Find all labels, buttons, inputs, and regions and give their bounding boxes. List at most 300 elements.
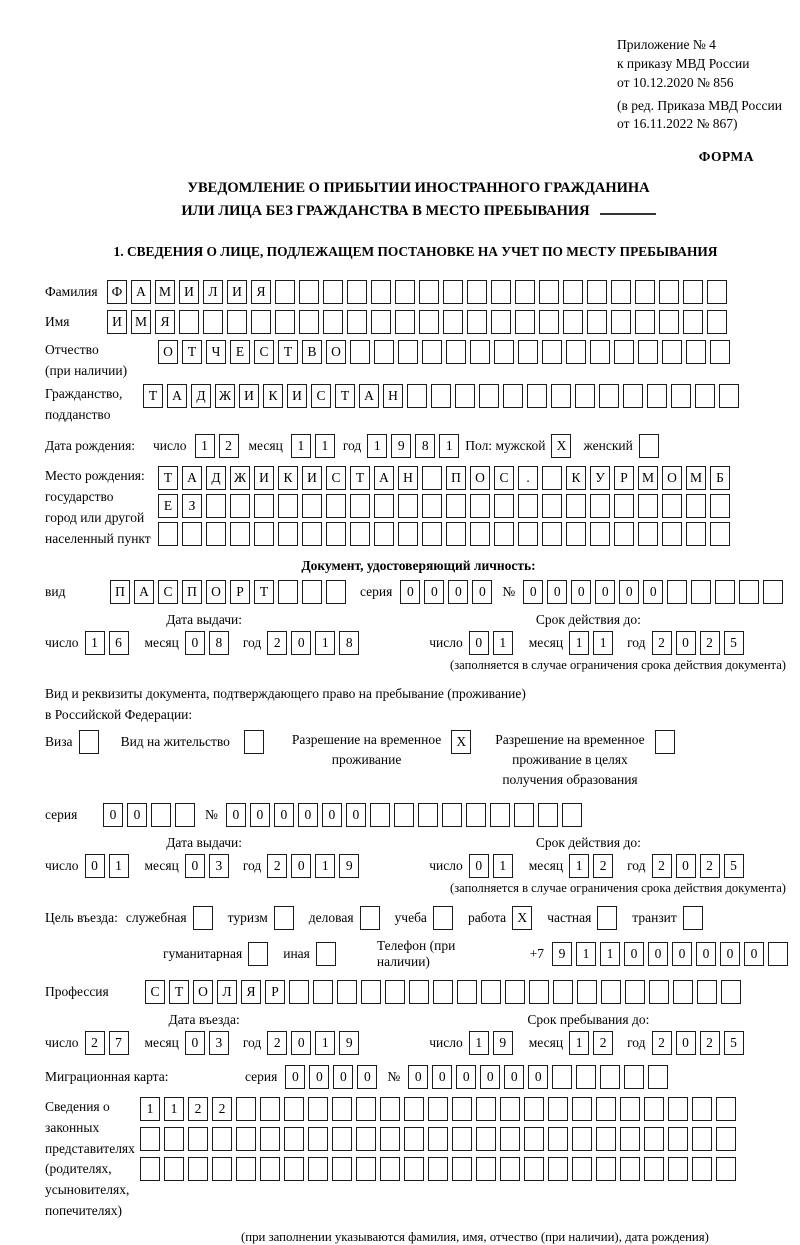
char-box[interactable]	[494, 522, 514, 546]
char-box[interactable]	[347, 310, 367, 334]
char-box[interactable]	[409, 980, 429, 1004]
char-box[interactable]: 2	[267, 854, 287, 878]
char-box[interactable]	[692, 1097, 712, 1121]
char-box[interactable]: 0	[547, 580, 567, 604]
char-box[interactable]: Т	[254, 580, 274, 604]
char-box[interactable]: 0	[291, 854, 311, 878]
checkbox-туризм[interactable]	[274, 906, 294, 930]
char-box[interactable]	[768, 942, 788, 966]
char-box[interactable]: 5	[724, 854, 744, 878]
char-box[interactable]	[638, 522, 658, 546]
char-box[interactable]: И	[179, 280, 199, 304]
char-box[interactable]	[278, 494, 298, 518]
char-box[interactable]	[655, 730, 675, 754]
char-box[interactable]	[457, 980, 477, 1004]
char-box[interactable]	[380, 1127, 400, 1151]
char-box[interactable]	[505, 980, 525, 1004]
char-box[interactable]: 1	[164, 1097, 184, 1121]
char-box[interactable]	[548, 1097, 568, 1121]
char-box[interactable]	[404, 1157, 424, 1181]
char-box[interactable]: М	[686, 466, 706, 490]
char-box[interactable]: С	[254, 340, 274, 364]
char-box[interactable]	[566, 494, 586, 518]
char-box[interactable]: 0	[571, 580, 591, 604]
char-box[interactable]: 9	[493, 1031, 513, 1055]
char-box[interactable]: П	[182, 580, 202, 604]
char-box[interactable]	[254, 522, 274, 546]
char-box[interactable]	[284, 1157, 304, 1181]
char-box[interactable]: П	[446, 466, 466, 490]
char-box[interactable]	[140, 1157, 160, 1181]
char-box[interactable]	[611, 280, 631, 304]
char-box[interactable]	[470, 522, 490, 546]
char-box[interactable]: 0	[643, 580, 663, 604]
char-box[interactable]	[542, 466, 562, 490]
char-box[interactable]: 0	[250, 803, 270, 827]
char-box[interactable]	[236, 1127, 256, 1151]
char-box[interactable]: 0	[448, 580, 468, 604]
char-box[interactable]	[539, 310, 559, 334]
char-box[interactable]	[254, 494, 274, 518]
char-box[interactable]: 0	[619, 580, 639, 604]
char-box[interactable]	[284, 1127, 304, 1151]
char-box[interactable]: 0	[298, 803, 318, 827]
char-box[interactable]: 0	[291, 631, 311, 655]
char-box[interactable]	[553, 980, 573, 1004]
char-box[interactable]	[182, 522, 202, 546]
char-box[interactable]: 0	[408, 1065, 428, 1089]
char-box[interactable]: 2	[700, 631, 720, 655]
char-box[interactable]	[692, 1157, 712, 1181]
char-box[interactable]: Я	[251, 280, 271, 304]
char-box[interactable]	[443, 280, 463, 304]
char-box[interactable]: 1	[493, 854, 513, 878]
char-box[interactable]: А	[359, 384, 379, 408]
char-box[interactable]	[692, 1127, 712, 1151]
char-box[interactable]	[716, 1097, 736, 1121]
char-box[interactable]: М	[131, 310, 151, 334]
char-box[interactable]: Р	[265, 980, 285, 1004]
char-box[interactable]: 2	[652, 631, 672, 655]
char-box[interactable]	[490, 803, 510, 827]
char-box[interactable]: 0	[472, 580, 492, 604]
char-box[interactable]: З	[182, 494, 202, 518]
char-box[interactable]	[422, 340, 442, 364]
char-box[interactable]	[572, 1157, 592, 1181]
char-box[interactable]: 1	[569, 1031, 589, 1055]
char-box[interactable]: Я	[155, 310, 175, 334]
char-box[interactable]: 0	[346, 803, 366, 827]
char-box[interactable]	[716, 1127, 736, 1151]
char-box[interactable]: 2	[652, 1031, 672, 1055]
char-box[interactable]	[710, 494, 730, 518]
char-box[interactable]: 0	[309, 1065, 329, 1089]
char-box[interactable]: 5	[724, 1031, 744, 1055]
char-box[interactable]	[446, 494, 466, 518]
char-box[interactable]: А	[167, 384, 187, 408]
char-box[interactable]: 0	[185, 631, 205, 655]
char-box[interactable]	[481, 980, 501, 1004]
char-box[interactable]: 1	[367, 434, 387, 458]
char-box[interactable]: 0	[185, 854, 205, 878]
char-box[interactable]: 1	[109, 854, 129, 878]
char-box[interactable]	[422, 494, 442, 518]
char-box[interactable]	[230, 494, 250, 518]
char-box[interactable]	[518, 522, 538, 546]
char-box[interactable]	[206, 494, 226, 518]
char-box[interactable]	[332, 1157, 352, 1181]
char-box[interactable]: 1	[600, 942, 620, 966]
char-box[interactable]	[524, 1157, 544, 1181]
char-box[interactable]: О	[662, 466, 682, 490]
char-box[interactable]	[739, 580, 759, 604]
char-box[interactable]: X	[451, 730, 471, 754]
char-box[interactable]: Ч	[206, 340, 226, 364]
char-box[interactable]	[188, 1157, 208, 1181]
char-box[interactable]: Я	[241, 980, 261, 1004]
char-box[interactable]: Т	[350, 466, 370, 490]
char-box[interactable]: П	[110, 580, 130, 604]
char-box[interactable]: 0	[400, 580, 420, 604]
char-box[interactable]	[398, 340, 418, 364]
char-box[interactable]: 2	[212, 1097, 232, 1121]
char-box[interactable]	[476, 1157, 496, 1181]
char-box[interactable]	[763, 580, 783, 604]
char-box[interactable]	[158, 522, 178, 546]
char-box[interactable]	[600, 1065, 620, 1089]
checkbox-иная[interactable]	[316, 942, 336, 966]
char-box[interactable]	[539, 280, 559, 304]
char-box[interactable]: И	[227, 280, 247, 304]
char-box[interactable]	[431, 384, 451, 408]
char-box[interactable]	[476, 1127, 496, 1151]
char-box[interactable]: Т	[169, 980, 189, 1004]
char-box[interactable]: 0	[333, 1065, 353, 1089]
char-box[interactable]	[659, 310, 679, 334]
char-box[interactable]	[370, 803, 390, 827]
char-box[interactable]	[442, 803, 462, 827]
char-box[interactable]: 3	[209, 854, 229, 878]
char-box[interactable]: В	[302, 340, 322, 364]
char-box[interactable]: 0	[469, 854, 489, 878]
char-box[interactable]	[380, 1097, 400, 1121]
char-box[interactable]: 0	[595, 580, 615, 604]
char-box[interactable]: О	[193, 980, 213, 1004]
char-box[interactable]: Т	[335, 384, 355, 408]
char-box[interactable]	[323, 310, 343, 334]
char-box[interactable]	[326, 494, 346, 518]
char-box[interactable]: И	[107, 310, 127, 334]
char-box[interactable]	[691, 580, 711, 604]
char-box[interactable]	[590, 494, 610, 518]
char-box[interactable]: Е	[158, 494, 178, 518]
char-box[interactable]	[443, 310, 463, 334]
char-box[interactable]: И	[239, 384, 259, 408]
char-box[interactable]	[572, 1127, 592, 1151]
char-box[interactable]	[503, 384, 523, 408]
char-box[interactable]	[140, 1127, 160, 1151]
char-box[interactable]	[302, 580, 322, 604]
char-box[interactable]: К	[263, 384, 283, 408]
char-box[interactable]	[419, 310, 439, 334]
char-box[interactable]	[710, 340, 730, 364]
char-box[interactable]	[313, 980, 333, 1004]
char-box[interactable]	[308, 1157, 328, 1181]
char-box[interactable]: 1	[315, 434, 335, 458]
char-box[interactable]	[527, 384, 547, 408]
char-box[interactable]: 0	[672, 942, 692, 966]
char-box[interactable]: 2	[700, 854, 720, 878]
char-box[interactable]	[212, 1157, 232, 1181]
checkbox-деловая[interactable]	[360, 906, 380, 930]
char-box[interactable]: О	[470, 466, 490, 490]
char-box[interactable]: 0	[528, 1065, 548, 1089]
char-box[interactable]	[590, 522, 610, 546]
char-box[interactable]: Д	[191, 384, 211, 408]
char-box[interactable]: М	[155, 280, 175, 304]
char-box[interactable]	[407, 384, 427, 408]
char-box[interactable]	[251, 310, 271, 334]
char-box[interactable]: К	[278, 466, 298, 490]
char-box[interactable]: Ж	[230, 466, 250, 490]
char-box[interactable]: 0	[103, 803, 123, 827]
char-box[interactable]	[635, 280, 655, 304]
char-box[interactable]	[275, 310, 295, 334]
char-box[interactable]	[175, 803, 195, 827]
char-box[interactable]: Ж	[215, 384, 235, 408]
char-box[interactable]	[278, 522, 298, 546]
char-box[interactable]: 0	[226, 803, 246, 827]
char-box[interactable]: 1	[593, 631, 613, 655]
char-box[interactable]: 1	[493, 631, 513, 655]
char-box[interactable]	[686, 340, 706, 364]
char-box[interactable]: 0	[676, 631, 696, 655]
char-box[interactable]: О	[206, 580, 226, 604]
char-box[interactable]	[599, 384, 619, 408]
char-box[interactable]	[529, 980, 549, 1004]
char-box[interactable]: 0	[322, 803, 342, 827]
char-box[interactable]	[350, 494, 370, 518]
char-box[interactable]: 8	[339, 631, 359, 655]
char-box[interactable]	[299, 310, 319, 334]
char-box[interactable]	[275, 280, 295, 304]
char-box[interactable]	[542, 494, 562, 518]
char-box[interactable]	[667, 580, 687, 604]
char-box[interactable]	[695, 384, 715, 408]
char-box[interactable]: 0	[744, 942, 764, 966]
char-box[interactable]	[515, 280, 535, 304]
char-box[interactable]	[452, 1097, 472, 1121]
char-box[interactable]	[422, 466, 442, 490]
char-box[interactable]	[614, 522, 634, 546]
char-box[interactable]	[289, 980, 309, 1004]
char-box[interactable]: Л	[217, 980, 237, 1004]
char-box[interactable]	[707, 280, 727, 304]
char-box[interactable]	[164, 1127, 184, 1151]
char-box[interactable]	[668, 1097, 688, 1121]
char-box[interactable]	[188, 1127, 208, 1151]
char-box[interactable]: 0	[504, 1065, 524, 1089]
char-box[interactable]	[715, 580, 735, 604]
char-box[interactable]: 1	[85, 631, 105, 655]
char-box[interactable]	[452, 1127, 472, 1151]
char-box[interactable]: Т	[278, 340, 298, 364]
char-box[interactable]	[164, 1157, 184, 1181]
char-box[interactable]: С	[326, 466, 346, 490]
char-box[interactable]: И	[302, 466, 322, 490]
char-box[interactable]: 0	[424, 580, 444, 604]
char-box[interactable]	[395, 280, 415, 304]
char-box[interactable]	[428, 1127, 448, 1151]
char-box[interactable]: 1	[315, 1031, 335, 1055]
char-box[interactable]	[467, 310, 487, 334]
char-box[interactable]: 0	[456, 1065, 476, 1089]
char-box[interactable]	[596, 1097, 616, 1121]
char-box[interactable]	[644, 1157, 664, 1181]
char-box[interactable]: 2	[219, 434, 239, 458]
char-box[interactable]	[625, 980, 645, 1004]
char-box[interactable]	[470, 494, 490, 518]
char-box[interactable]: 0	[720, 942, 740, 966]
char-box[interactable]	[452, 1157, 472, 1181]
char-box[interactable]	[710, 522, 730, 546]
char-box[interactable]: .	[518, 466, 538, 490]
checkbox-частная[interactable]	[597, 906, 617, 930]
char-box[interactable]	[302, 494, 322, 518]
char-box[interactable]	[649, 980, 669, 1004]
char-box[interactable]	[648, 1065, 668, 1089]
char-box[interactable]: 1	[140, 1097, 160, 1121]
char-box[interactable]	[230, 522, 250, 546]
char-box[interactable]: 2	[85, 1031, 105, 1055]
char-box[interactable]: 1	[439, 434, 459, 458]
char-box[interactable]: 0	[432, 1065, 452, 1089]
char-box[interactable]: 1	[195, 434, 215, 458]
char-box[interactable]	[428, 1157, 448, 1181]
char-box[interactable]	[326, 522, 346, 546]
char-box[interactable]	[467, 280, 487, 304]
char-box[interactable]	[524, 1097, 544, 1121]
char-box[interactable]	[686, 522, 706, 546]
char-box[interactable]	[500, 1127, 520, 1151]
char-box[interactable]	[548, 1157, 568, 1181]
char-box[interactable]: 9	[339, 854, 359, 878]
char-box[interactable]: И	[287, 384, 307, 408]
char-box[interactable]: Т	[143, 384, 163, 408]
char-box[interactable]: 1	[469, 1031, 489, 1055]
char-box[interactable]	[455, 384, 475, 408]
char-box[interactable]	[227, 310, 247, 334]
char-box[interactable]	[380, 1157, 400, 1181]
char-box[interactable]: С	[145, 980, 165, 1004]
char-box[interactable]: Е	[230, 340, 250, 364]
char-box[interactable]	[563, 280, 583, 304]
char-box[interactable]	[356, 1127, 376, 1151]
char-box[interactable]	[278, 580, 298, 604]
char-box[interactable]: 0	[469, 631, 489, 655]
char-box[interactable]	[494, 494, 514, 518]
char-box[interactable]	[635, 310, 655, 334]
char-box[interactable]: А	[374, 466, 394, 490]
char-box[interactable]	[671, 384, 691, 408]
checkbox-работа[interactable]: X	[512, 906, 532, 930]
char-box[interactable]	[542, 340, 562, 364]
char-box[interactable]: А	[134, 580, 154, 604]
char-box[interactable]	[260, 1127, 280, 1151]
char-box[interactable]: 1	[576, 942, 596, 966]
char-box[interactable]: Р	[230, 580, 250, 604]
char-box[interactable]	[514, 803, 534, 827]
char-box[interactable]: 1	[569, 631, 589, 655]
char-box[interactable]	[302, 522, 322, 546]
char-box[interactable]	[385, 980, 405, 1004]
char-box[interactable]: 1	[315, 631, 335, 655]
char-box[interactable]	[299, 280, 319, 304]
char-box[interactable]	[418, 803, 438, 827]
char-box[interactable]	[395, 310, 415, 334]
char-box[interactable]	[518, 494, 538, 518]
char-box[interactable]: 2	[188, 1097, 208, 1121]
char-box[interactable]	[623, 384, 643, 408]
char-box[interactable]: 2	[700, 1031, 720, 1055]
char-box[interactable]	[644, 1127, 664, 1151]
char-box[interactable]	[620, 1127, 640, 1151]
char-box[interactable]	[419, 280, 439, 304]
checkbox-учеба[interactable]	[433, 906, 453, 930]
char-box[interactable]	[515, 310, 535, 334]
char-box[interactable]	[601, 980, 621, 1004]
char-box[interactable]: Н	[383, 384, 403, 408]
char-box[interactable]	[374, 494, 394, 518]
char-box[interactable]	[686, 494, 706, 518]
char-box[interactable]	[668, 1127, 688, 1151]
char-box[interactable]: 0	[274, 803, 294, 827]
char-box[interactable]	[500, 1097, 520, 1121]
char-box[interactable]	[350, 340, 370, 364]
char-box[interactable]	[576, 1065, 596, 1089]
char-box[interactable]: О	[158, 340, 178, 364]
char-box[interactable]	[697, 980, 717, 1004]
char-box[interactable]: 8	[415, 434, 435, 458]
char-box[interactable]	[624, 1065, 644, 1089]
char-box[interactable]	[494, 340, 514, 364]
char-box[interactable]	[470, 340, 490, 364]
char-box[interactable]	[552, 1065, 572, 1089]
char-box[interactable]	[398, 494, 418, 518]
char-box[interactable]: 0	[676, 1031, 696, 1055]
char-box[interactable]: О	[326, 340, 346, 364]
char-box[interactable]	[668, 1157, 688, 1181]
char-box[interactable]	[596, 1157, 616, 1181]
char-box[interactable]	[79, 730, 99, 754]
char-box[interactable]: М	[638, 466, 658, 490]
char-box[interactable]: 0	[648, 942, 668, 966]
char-box[interactable]: 2	[593, 854, 613, 878]
char-box[interactable]	[587, 280, 607, 304]
char-box[interactable]: Л	[203, 280, 223, 304]
char-box[interactable]: С	[494, 466, 514, 490]
char-box[interactable]: Ф	[107, 280, 127, 304]
char-box[interactable]	[542, 522, 562, 546]
char-box[interactable]	[491, 310, 511, 334]
char-box[interactable]	[326, 580, 346, 604]
char-box[interactable]	[524, 1127, 544, 1151]
char-box[interactable]	[673, 980, 693, 1004]
char-box[interactable]	[394, 803, 414, 827]
char-box[interactable]: 0	[291, 1031, 311, 1055]
char-box[interactable]: С	[311, 384, 331, 408]
char-box[interactable]	[422, 522, 442, 546]
